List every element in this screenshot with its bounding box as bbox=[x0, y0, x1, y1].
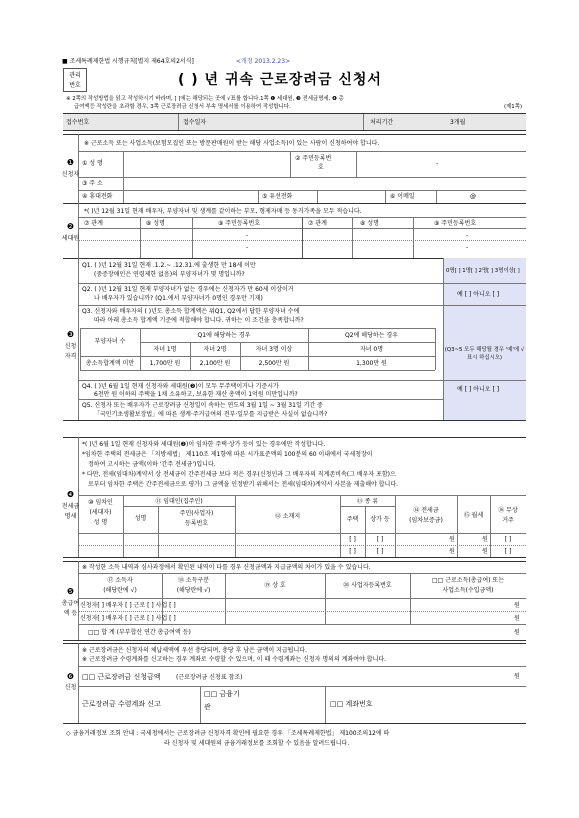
rrn-label: ② 주민등록번 bbox=[295, 155, 332, 162]
financial-info-notice-2: 라 신청자 및 세대원의 금융거래정보를 조회할 수 있음을 알려드립니다. bbox=[164, 740, 350, 747]
household-col-rrn: ⑨ 주민등록번호 bbox=[218, 220, 261, 227]
lease-shop-check-2[interactable]: [ ] bbox=[376, 548, 384, 555]
q1-text-2: (중증장애인은 연령제한 없음)의 부양자녀가 몇 명입니까? bbox=[94, 271, 245, 278]
lease-house-check-1[interactable]: [ ] bbox=[349, 536, 356, 543]
household-rrn-3[interactable]: - bbox=[466, 232, 469, 239]
lease-col-landlord: ⑪ 임대인(집주인) bbox=[155, 498, 203, 505]
household-col-relation: ⑦ 관계 bbox=[84, 220, 103, 227]
lease-col-tenant: ⑩ 임차인 bbox=[88, 499, 113, 506]
q3-text-2: 따라 아래 총소득 합계액 기준에 적합해야 합니다. 귀하는 이 조건을 충족합니까? bbox=[94, 317, 304, 324]
lease-monthly-won-2: 원 bbox=[482, 548, 488, 555]
account-number-field[interactable] bbox=[380, 687, 525, 722]
section3-label: 신청 자격 bbox=[64, 343, 77, 360]
lease-note-4: * 다만, 전세(임대차)계약서 상 전세금이 간주전세금 보다 적은 경우(신청인과 그 배우자의 직계존비속(그 배우자 포함)으 bbox=[82, 471, 396, 478]
household-rrn-2[interactable]: - bbox=[246, 244, 249, 251]
lease-col-type: ⑬ 종 류 bbox=[356, 498, 379, 505]
lease-col-landlord-name: 성명 bbox=[134, 515, 147, 522]
section1-note: ※ 근로소득 또는 사업소득(보험모집인 또는 방문판매원이 받는 해당 사업소득)이 있는 사람이 신청하여야 합니다. bbox=[84, 140, 380, 147]
lease-shop-check-1[interactable]: [ ] bbox=[376, 536, 384, 543]
email-label: ⑥ 이메일 bbox=[390, 193, 415, 200]
q3-value-3: 2,500만 원 bbox=[258, 360, 290, 367]
lease-monthly-won-1: 원 bbox=[482, 536, 488, 543]
section2-label: 세대원 bbox=[61, 235, 80, 242]
q3-row-label: 총소득합계액 미만 bbox=[85, 360, 135, 367]
q3-q5-yes-no[interactable]: 예 [ ] 아니오 [ ] bbox=[457, 386, 500, 393]
q3-to-q5-note: (Q3~5 모두 해당될 경우 '예'에 √표시 하십시오) bbox=[444, 347, 525, 362]
lease-house-check-2[interactable]: [ ] bbox=[349, 548, 356, 555]
income-total-label: □□ 합 계 (부부합산 연간 총급여액 등) bbox=[88, 629, 191, 636]
lease-col-tenant-3: 성 명 bbox=[93, 519, 108, 526]
q3-text: Q3. 신청자와 배우자의 ( )년도 총소득 합계액은 위Q1, Q2에서 답한 부양자녀 수에 bbox=[82, 308, 300, 315]
q4-text: Q4. ( )년 6월 1일 현재 신청자와 세대원(❷)이 모두 무주택이거나 기준시가 bbox=[82, 383, 279, 390]
section4-label: 전세금 명세 bbox=[61, 503, 80, 520]
q1-text: Q1. ( )년 12월 31일 현재 .1.2.~ .12.31.에 출생한 만 18세 이만 bbox=[82, 262, 256, 269]
lease-note-3: 정하여 고시하는 금액(이하 '간주 전세금')입니다. bbox=[88, 461, 216, 468]
form-title: ( ) 년 귀속 근로장려금 신청서 bbox=[178, 72, 382, 88]
q2-text-2: 나 배우자가 있습니까? (Q1.에서 부양자녀가 0명인 경우만 기재) bbox=[94, 295, 263, 302]
rrn-field[interactable]: - bbox=[436, 160, 439, 167]
name-label: ① 성 명 bbox=[82, 160, 103, 167]
section2-number: ❷ bbox=[66, 222, 75, 231]
lease-col-free-2: 거주 bbox=[502, 517, 514, 524]
section3-number: ❸ bbox=[66, 330, 75, 339]
lease-col-landlord-id: 주민(사업자) bbox=[179, 510, 214, 517]
section6-label: 신청 bbox=[64, 684, 77, 691]
q3-child-1: 자녀 1명 bbox=[153, 346, 177, 353]
income-col-business-number: ⑳ 사업자등록번호 bbox=[343, 582, 392, 589]
q4-text-2: 6천만 원 이하의 주택을 1채 소유하고, 보유한 재산 총액이 1억원 미만입니까? bbox=[94, 391, 298, 398]
household-col-relation-2: ⑦ 관계 bbox=[308, 220, 327, 227]
lease-col-deposit: ⑭ 전세금 bbox=[413, 507, 439, 514]
q3-value-1: 1,700만 원 bbox=[149, 360, 181, 367]
household-col-name-2: ⑧ 성명 bbox=[360, 220, 379, 227]
lease-col-monthly: ⑮ 월세 bbox=[463, 512, 484, 519]
apply-note-1: ※ 근로장려금은 신청자의 체납세액에 우선 충당되며, 충당 후 남은 금액이 지급됩니다. bbox=[82, 647, 307, 654]
account-report-label: 근로장려금 수령계좌 신고 bbox=[82, 700, 161, 708]
processing-period-value: 3개월 bbox=[450, 119, 466, 126]
q3-value-0: 1,300만 원 bbox=[356, 360, 387, 367]
law-reference: ■ 조세특례제한법 시행규칙[별지 제64호의2서식] bbox=[62, 58, 194, 65]
section1-number: ❶ bbox=[66, 158, 75, 167]
apply-amount-field[interactable] bbox=[300, 667, 505, 685]
apply-amount-won: 원 bbox=[514, 673, 520, 680]
income-col-amount: □□ 근로소득(총급여) 또는 bbox=[432, 577, 504, 584]
phone-field[interactable] bbox=[318, 191, 384, 202]
management-number-label: 관리 번호 bbox=[69, 72, 81, 89]
q3-child-2: 자녀 2명 bbox=[203, 346, 227, 353]
lease-note-2: *임차한 주택의 전세금은 「지방세법」 제110조 제1항에 따른 시가표준액의 100분의 60 이내에서 국세청장이 bbox=[82, 451, 373, 458]
income-col-business-name: ⑲ 상 호 bbox=[264, 582, 286, 589]
financial-info-notice: ◇ 금융거래정보 조회 안내 : 국세청에서는 근로장려금 신청자격 확인에 필요한 경우 「조세특례제한법」 제100조의12에 따 bbox=[66, 730, 390, 737]
lease-deposit-won-2: 원 bbox=[449, 548, 455, 555]
mobile-field[interactable] bbox=[124, 191, 257, 202]
bank-field[interactable] bbox=[240, 687, 324, 722]
lease-note-5: 로부터 임차한 주택은 간주전세금으로 평가) 그 금액을 인정받기 위해서는 전세(임대차)계약서 사본을 제출해야 합니다. bbox=[88, 481, 399, 488]
income-col-earner: ⑰ 소득자 bbox=[107, 577, 133, 584]
household-rrn-1[interactable]: - bbox=[246, 232, 249, 239]
q3-col-dependents: 부양자녀 수 bbox=[94, 338, 126, 345]
q1-answer-options[interactable]: 0명[ ] 1명[ ] 2명[ ] 3명이상[ ] bbox=[446, 268, 520, 274]
section6-number: ❻ bbox=[66, 672, 75, 681]
household-col-rrn-2: ⑨ 주민등록번호 bbox=[434, 220, 477, 227]
income-note: ※ 작성한 소득 내역과 심사과정에서 확인된 내역이 다를 경우 신청금액과 지급금액의 차이가 있을 수 있습니다. bbox=[82, 564, 371, 571]
section4-number: ❹ bbox=[66, 490, 75, 499]
mobile-label: ④ 휴대전화 bbox=[82, 193, 113, 200]
phone-label: ⑤ 유선전화 bbox=[262, 193, 293, 200]
instruction-note-2: 급여액등 작성란을 초과할 경우, 3쪽 근로장려금 신청서 부속 명세서를 이용하여 작성합니다. bbox=[74, 104, 291, 110]
apply-amount-sub: (근로장려금 신청표 참조) bbox=[176, 674, 243, 681]
lease-free-check-1[interactable]: [ ] bbox=[504, 536, 512, 543]
lease-note-1: *( )년 6월 1일 현재 신청자와 세대원(❷)이 임차한 주택·상가 등이 있는 경우에만 작성합니다. bbox=[82, 441, 326, 448]
q2-text: Q2. ( )년 12월 31일 현재 부양자녀가 없는 경우에는 신청자가 만 60세 이상이거 bbox=[82, 286, 294, 293]
section5-number: ❺ bbox=[66, 587, 75, 596]
instruction-note: ※ 2쪽의 작성방법을 읽고 작성하시기 바라며, [ ]에는 해당되는 곳에 √표를 합니다.1쪽 ❶ 세대원, ❸ 전세금명세, ❹ 총 bbox=[66, 96, 344, 102]
q3-value-2: 2,100만 원 bbox=[199, 360, 231, 367]
name-field[interactable] bbox=[124, 152, 289, 176]
income-col-amount-2: 사업소득(수입금액) bbox=[442, 587, 494, 594]
q3-col-q1: Q1에 해당하는 경우 bbox=[197, 332, 251, 339]
q5-text: Q5. 신청자 또는 배우자가 근로장려금 신청일이 속하는 연도의 3월 1일 ~ 3월 31일 기간 중 bbox=[82, 402, 323, 409]
income-row-2-won: 원 bbox=[514, 615, 520, 622]
household-rrn-4[interactable]: - bbox=[466, 244, 469, 251]
q2-yes-no[interactable]: 예 [ ] 아니오 [ ] bbox=[457, 291, 500, 298]
lease-deposit-won-1: 원 bbox=[449, 536, 455, 543]
receipt-number-label: 접수번호 bbox=[66, 119, 90, 126]
revision-date: <개정 2013.2.23> bbox=[236, 58, 291, 65]
lease-col-free: ⑯ 무상 bbox=[498, 507, 518, 514]
lease-col-landlord-id-2: 등록번호 bbox=[184, 520, 209, 527]
page-indicator: (제1쪽) bbox=[504, 104, 523, 110]
q3-col-q2: Q2에 해당하는 경우 bbox=[345, 332, 398, 339]
lease-col-type-shop: 상가 등 bbox=[370, 516, 390, 523]
lease-free-check-2[interactable]: [ ] bbox=[504, 548, 512, 555]
email-field[interactable]: @ bbox=[470, 193, 476, 200]
household-col-name: ⑧ 성명 bbox=[146, 220, 165, 227]
address-label: ③ 주 소 bbox=[82, 180, 103, 187]
bank-label-2: 관 bbox=[204, 703, 211, 711]
lease-col-location: ⑫ 소재지 bbox=[274, 513, 301, 520]
lease-col-deposit-2: (임차보증금) bbox=[409, 517, 443, 524]
lease-col-tenant-2: (세대자) bbox=[89, 509, 112, 516]
income-col-type: ⑱ 소득구분 bbox=[177, 577, 210, 584]
receipt-date-label: 접수일자 bbox=[183, 119, 207, 126]
income-col-type-2: (해당란에 √) bbox=[176, 587, 211, 594]
section5-label: 총급여 액 등 bbox=[61, 600, 80, 617]
apply-amount-label: □□ 근로장려금 신청금액 bbox=[82, 673, 161, 681]
processing-period-label: 처리기간 bbox=[370, 119, 394, 126]
section2-note: *( )년 12월 31일 현재 배우자, 부양자녀 및 생계를 같이하는 부모, 형제자매 등 동거가족을 모두 적습니다. bbox=[84, 208, 362, 215]
bank-label: □□ 금융기 bbox=[204, 690, 240, 698]
income-total-won: 원 bbox=[514, 629, 520, 636]
q5-text-2: 「국민기초생활보장법」에 따른 생계·주거급여의 전부·일부를 지급받은 사실이 없습니까? bbox=[94, 411, 328, 418]
income-row-2-checks[interactable]: 신청자[ ] 배우자 [ ] 근로 [ ] 사업 [ ] bbox=[80, 615, 176, 622]
lease-col-type-house: 주택 bbox=[346, 516, 359, 523]
income-row-1-won: 원 bbox=[514, 602, 520, 609]
rrn-label-2: 호 bbox=[318, 164, 324, 171]
account-number-label: □□ 계좌번호 bbox=[330, 700, 373, 708]
income-row-1-checks[interactable]: 신청자[ ] 배우자 [ ] 근로 [ ] 사업 [ ] bbox=[80, 602, 176, 609]
section1-label: 신청자 bbox=[61, 171, 80, 178]
income-col-earner-2: (해당란에 √) bbox=[103, 587, 137, 594]
apply-note-2: ※ 근로장려금 수령계좌를 신고하는 경우 계좌로 수령할 수 있으며, 이 때 수령계좌는 신청자 명의의 계좌여야 합니다. bbox=[82, 656, 387, 663]
q3-child-0: 자녀 0명 bbox=[359, 346, 384, 353]
q3-child-3: 자녀 3명 이상 bbox=[255, 346, 293, 353]
address-field[interactable] bbox=[124, 178, 524, 189]
